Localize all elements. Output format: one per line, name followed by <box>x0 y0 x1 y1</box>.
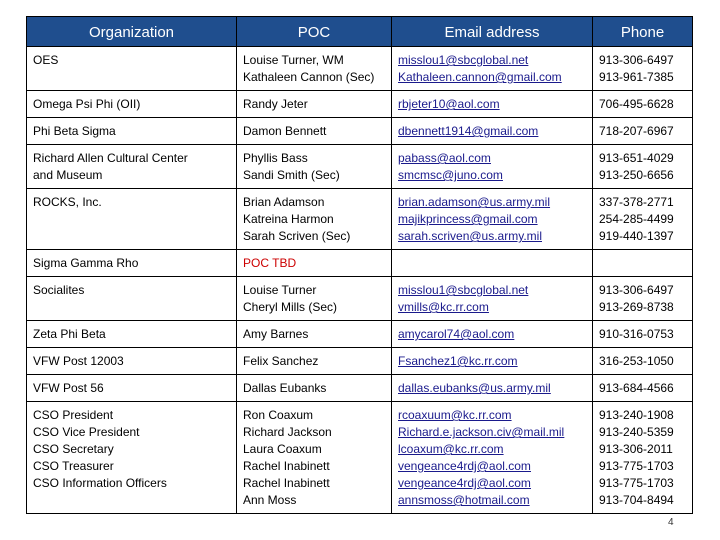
email-cell <box>392 91 593 118</box>
organization-cell <box>27 250 237 277</box>
page-number: 4 <box>668 517 674 528</box>
table-row <box>27 321 693 348</box>
organization-line: VFW Post 12003 <box>33 354 124 368</box>
organization-line: Richard Allen Cultural Center <box>33 151 188 165</box>
poc-line: Laura Coaxum <box>243 442 322 456</box>
email-cell <box>392 189 593 250</box>
phone-line: 913-704-8494 <box>599 493 674 507</box>
poc-line: Louise Turner, WM <box>243 53 344 67</box>
table-row <box>27 277 693 321</box>
organization-cell <box>27 118 237 145</box>
phone-line: 913-250-6656 <box>599 168 674 182</box>
organization-cell <box>27 145 237 189</box>
email-link[interactable]: dbennett1914@gmail.com <box>398 124 539 138</box>
table-row <box>27 375 693 402</box>
poc-line: Amy Barnes <box>243 327 309 341</box>
email-link[interactable]: misslou1@sbcglobal.net <box>398 283 529 297</box>
email-cell <box>392 145 593 189</box>
email-link[interactable]: smcmsc@juno.com <box>398 168 503 182</box>
organization-line: Omega Psi Phi (OII) <box>33 97 141 111</box>
poc-cell <box>237 47 392 91</box>
phone-cell <box>593 47 693 91</box>
poc-line: Rachel Inabinett <box>243 459 330 473</box>
phone-line: 316-253-1050 <box>599 354 674 368</box>
table-body <box>27 47 693 514</box>
phone-cell <box>593 250 693 277</box>
header-organization: Organization <box>27 17 237 47</box>
phone-line: 913-306-2011 <box>599 442 673 456</box>
email-cell <box>392 250 593 277</box>
email-link[interactable]: vengeance4rdj@aol.com <box>398 476 531 490</box>
table-row <box>27 348 693 375</box>
poc-cell <box>237 250 392 277</box>
phone-cell <box>593 91 693 118</box>
organization-line: Socialites <box>33 283 85 297</box>
poc-line: Katreina Harmon <box>243 212 334 226</box>
email-link[interactable]: lcoaxum@kc.rr.com <box>398 442 504 456</box>
email-link[interactable]: pabass@aol.com <box>398 151 491 165</box>
table-row <box>27 250 693 277</box>
poc-line: Richard Jackson <box>243 425 332 439</box>
organization-cell <box>27 91 237 118</box>
poc-cell <box>237 321 392 348</box>
email-link[interactable]: sarah.scriven@us.army.mil <box>398 229 542 243</box>
phone-line: 706-495-6628 <box>599 97 674 111</box>
email-link[interactable]: vmills@kc.rr.com <box>398 300 489 314</box>
organization-line: CSO Treasurer <box>33 459 114 473</box>
table-row <box>27 145 693 189</box>
email-cell <box>392 321 593 348</box>
phone-line: 718-207-6967 <box>599 124 674 138</box>
organization-line: CSO Information Officers <box>33 476 167 490</box>
phone-cell <box>593 321 693 348</box>
organization-cell <box>27 402 237 514</box>
poc-line: Randy Jeter <box>243 97 308 111</box>
phone-line: 913-240-5359 <box>599 425 674 439</box>
poc-line: Kathaleen Cannon (Sec) <box>243 70 375 84</box>
phone-cell <box>593 375 693 402</box>
organization-line: OES <box>33 53 59 67</box>
email-link[interactable]: rcoaxuum@kc.rr.com <box>398 408 512 422</box>
email-link[interactable]: rbjeter10@aol.com <box>398 97 500 111</box>
email-link[interactable]: vengeance4rdj@aol.com <box>398 459 531 473</box>
email-link[interactable]: annsmoss@hotmail.com <box>398 493 530 507</box>
table-row <box>27 118 693 145</box>
poc-line: Cheryl Mills (Sec) <box>243 300 338 314</box>
phone-line: 919-440-1397 <box>599 229 674 243</box>
header-phone: Phone <box>593 17 693 47</box>
poc-line: Phyllis Bass <box>243 151 308 165</box>
phone-cell <box>593 118 693 145</box>
email-link[interactable]: majikprincess@gmail.com <box>398 212 538 226</box>
organization-cell <box>27 47 237 91</box>
poc-line: Ron Coaxum <box>243 408 314 422</box>
table-row <box>27 189 693 250</box>
email-link[interactable]: misslou1@sbcglobal.net <box>398 53 529 67</box>
phone-line: 337-378-2771 <box>599 195 674 209</box>
table-row <box>27 47 693 91</box>
organization-line: Phi Beta Sigma <box>33 124 116 138</box>
poc-line: POC TBD <box>243 256 297 270</box>
organization-cell <box>27 375 237 402</box>
organization-cell <box>27 189 237 250</box>
organization-line: ROCKS, Inc. <box>33 195 102 209</box>
phone-cell <box>593 189 693 250</box>
phone-line: 913-684-4566 <box>599 381 674 395</box>
poc-cell <box>237 91 392 118</box>
poc-line: Sandi Smith (Sec) <box>243 168 340 182</box>
poc-line: Dallas Eubanks <box>243 381 327 395</box>
header-email: Email address <box>392 17 593 47</box>
poc-cell <box>237 277 392 321</box>
organization-line: Sigma Gamma Rho <box>33 256 139 270</box>
organization-cell <box>27 321 237 348</box>
email-cell <box>392 118 593 145</box>
table-header-row <box>27 17 693 47</box>
organization-line: Zeta Phi Beta <box>33 327 106 341</box>
email-link[interactable]: Fsanchez1@kc.rr.com <box>398 354 518 368</box>
phone-cell <box>593 277 693 321</box>
poc-cell <box>237 145 392 189</box>
poc-cell <box>237 375 392 402</box>
email-link[interactable]: amycarol74@aol.com <box>398 327 515 341</box>
email-link[interactable]: dallas.eubanks@us.army.mil <box>398 381 551 395</box>
phone-line: 254-285-4499 <box>599 212 674 226</box>
email-link[interactable]: Kathaleen.cannon@gmail.com <box>398 70 562 84</box>
email-cell <box>392 47 593 91</box>
poc-cell <box>237 189 392 250</box>
phone-line: 913-269-8738 <box>599 300 674 314</box>
email-cell <box>392 277 593 321</box>
organization-line: VFW Post 56 <box>33 381 104 395</box>
organization-cell <box>27 277 237 321</box>
phone-line: 913-775-1703 <box>599 459 674 473</box>
contacts-table <box>26 16 693 514</box>
poc-line: Ann Moss <box>243 493 297 507</box>
organization-line: CSO Vice President <box>33 425 140 439</box>
organization-line: CSO Secretary <box>33 442 114 456</box>
email-cell <box>392 375 593 402</box>
poc-cell <box>237 348 392 375</box>
poc-line: Sarah Scriven (Sec) <box>243 229 351 243</box>
poc-line: Damon Bennett <box>243 124 327 138</box>
poc-line: Brian Adamson <box>243 195 325 209</box>
phone-line: 913-240-1908 <box>599 408 674 422</box>
poc-line: Louise Turner <box>243 283 317 297</box>
email-cell <box>392 402 593 514</box>
poc-cell <box>237 118 392 145</box>
poc-line: Rachel Inabinett <box>243 476 330 490</box>
phone-line: 913-961-7385 <box>599 70 674 84</box>
poc-line: Felix Sanchez <box>243 354 319 368</box>
phone-cell <box>593 145 693 189</box>
table-row <box>27 91 693 118</box>
organization-line: and Museum <box>33 168 103 182</box>
email-link[interactable]: brian.adamson@us.army.mil <box>398 195 551 209</box>
phone-line: 913-306-6497 <box>599 53 674 67</box>
email-link[interactable]: Richard.e.jackson.civ@mail.mil <box>398 425 565 439</box>
poc-cell <box>237 402 392 514</box>
table-row <box>27 402 693 514</box>
organization-line: CSO President <box>33 408 114 422</box>
phone-cell <box>593 402 693 514</box>
phone-line: 910-316-0753 <box>599 327 674 341</box>
phone-line: 913-651-4029 <box>599 151 674 165</box>
phone-line: 913-306-6497 <box>599 283 674 297</box>
organization-cell <box>27 348 237 375</box>
phone-line: 913-775-1703 <box>599 476 674 490</box>
phone-cell <box>593 348 693 375</box>
email-cell <box>392 348 593 375</box>
header-poc: POC <box>237 17 392 47</box>
